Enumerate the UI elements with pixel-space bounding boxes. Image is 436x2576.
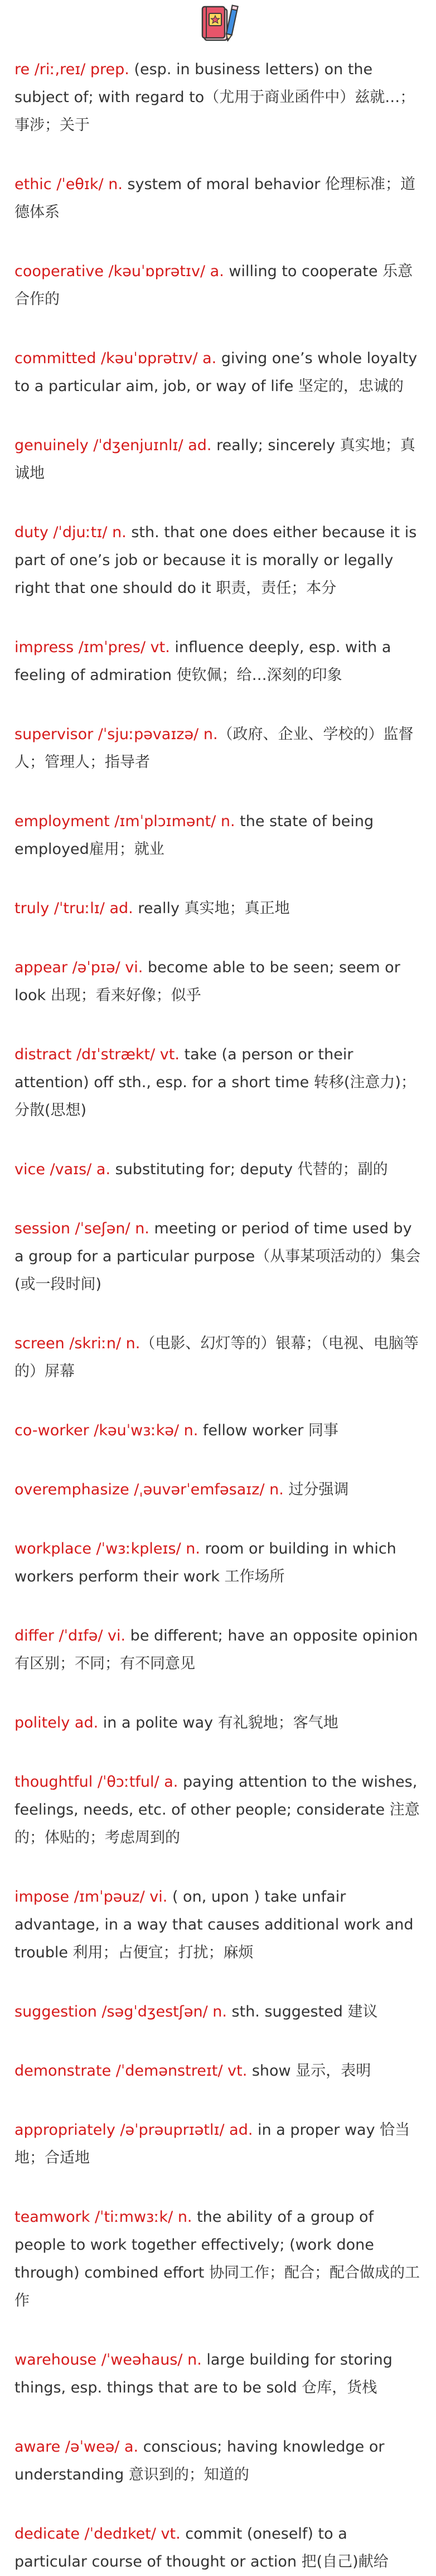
entry-supervisor [14, 721, 422, 776]
headword: committed /kəuˈɒprətɪv/ a. [14, 350, 217, 367]
entry-warehouse [14, 2346, 422, 2402]
definition: giving one’s whole loyalty to a particular aim, job, or way of life 坚定的，忠诚的 [14, 350, 418, 395]
definition: large building for storing things, esp. things that are to be sold 仓库，货栈 [14, 2351, 393, 2396]
entry-employment [14, 808, 422, 864]
definition: in a polite way 有礼貌地；客气地 [98, 1714, 338, 1731]
entry-dedicate [14, 2520, 422, 2576]
headword: impress /ɪmˈpres/ vt. [14, 639, 170, 656]
entry-impose [14, 1883, 422, 1967]
definition: commit (oneself) to a particular course of thought or action 把(自己)献给 [14, 2525, 389, 2570]
headword: cooperative /kəuˈɒprətɪv/ a. [14, 263, 224, 280]
book-pencil-icon [197, 1, 239, 46]
definition: （政府、企业、学校的）监督人；管理人；指导者 [14, 726, 414, 771]
definition: （电影、幻灯等的）银幕；（电视、电脑等的）屏幕 [14, 1335, 419, 1380]
entry-aware [14, 2433, 422, 2489]
entry-differ [14, 1622, 422, 1678]
definition: conscious; having knowledge or understanding 意识到的；知道的 [14, 2438, 385, 2483]
entry-vice [14, 1156, 422, 1184]
definition: room or building in which workers perform their work 工作场所 [14, 1540, 396, 1585]
definition: meeting or period of time used by a group for a particular purpose（从事某项活动的）集会(或一段时间) [14, 1220, 421, 1293]
definition: really 真实地；真正地 [133, 900, 290, 917]
entry-suggestion [14, 1998, 422, 2026]
headword: duty /ˈdjuːtɪ/ n. [14, 524, 127, 541]
entry-list [14, 56, 422, 2576]
headword: differ /ˈdɪfə/ vi. [14, 1627, 126, 1644]
entry-politely [14, 1709, 422, 1737]
entry-thoughtful [14, 1768, 422, 1852]
headword: employment /ɪmˈplɔɪmənt/ n. [14, 813, 235, 830]
definition: be different; have an opposite opinion 有区别；不同；有不同意见 [14, 1627, 418, 1672]
entry-screen [14, 1330, 422, 1386]
entry-demonstrate [14, 2057, 422, 2085]
headword: aware /əˈweə/ a. [14, 2438, 139, 2456]
definition: sth. that one does either because it is part of one’s job or because it is morally or legally right that one should do it 职责，责任；本分 [14, 524, 417, 597]
headword: appropriately /əˈprəuprɪətlɪ/ ad. [14, 2121, 253, 2139]
entry-genuinely [14, 432, 422, 488]
entry-cooperative [14, 258, 422, 313]
headword: appear /əˈpɪə/ vi. [14, 959, 143, 976]
headword: impose /ɪmˈpəuz/ vi. [14, 1888, 168, 1906]
definition: take (a person or their attention) off sth., esp. for a short time 转移(注意力)；分散(思想) [14, 1046, 416, 1119]
headword: dedicate /ˈdedɪket/ vt. [14, 2525, 181, 2543]
entry-committed [14, 345, 422, 401]
definition: substituting for; deputy 代替的；副的 [110, 1161, 388, 1178]
entry-co-worker [14, 1417, 422, 1445]
headword: screen /skriːn/ n. [14, 1335, 141, 1352]
definition: in a proper way 恰当地；合适地 [14, 2121, 410, 2167]
headword: co-worker /kəuˈwɜːkə/ n. [14, 1422, 198, 1439]
headword: suggestion /səgˈdʒestʃən/ n. [14, 2003, 227, 2020]
definition: ( on, upon ) take unfair advantage, in a way that causes additional work and trouble 利用；占便宜；打扰；麻烦 [14, 1888, 414, 1961]
headword: truly /ˈtruːlɪ/ ad. [14, 900, 133, 917]
definition: (esp. in business letters) on the subject of; with regard to（尤用于商业函件中）兹就…；事涉；关于 [14, 61, 415, 134]
headword: demonstrate /ˈdemənstreɪt/ vt. [14, 2062, 248, 2080]
definition: become able to be seen; seem or look 出现；看来好像；似乎 [14, 959, 400, 1004]
headword: distract /dɪˈstrækt/ vt. [14, 1046, 180, 1063]
definition: really; sincerely 真实地；真诚地 [14, 437, 415, 482]
entry-teamwork [14, 2203, 422, 2315]
definition: the ability of a group of people to work together effectively; (work done through) combined effort 协同工作；配合；配合做成的工作 [14, 2208, 420, 2309]
entry-re [14, 56, 422, 139]
definition: willing to cooperate 乐意合作的 [14, 263, 413, 308]
headword: supervisor /ˈsjuːpəvaɪzə/ n. [14, 726, 218, 743]
headword: re /riː,reɪ/ prep. [14, 61, 129, 78]
definition: paying attention to the wishes, feelings, needs, etc. of other people; considerate 注意的；体贴的；考虑周到的 [14, 1773, 420, 1846]
headword: teamwork /ˈtiːmwɜːk/ n. [14, 2208, 192, 2226]
entry-truly [14, 895, 422, 923]
entry-appropriately [14, 2116, 422, 2172]
headword: overemphasize /ˌəuvərˈemfəsaɪz/ n. [14, 1481, 284, 1498]
headword: politely ad. [14, 1714, 99, 1731]
definition: the state of being employed雇用；就业 [14, 813, 374, 858]
headword: session /ˈseʃən/ n. [14, 1220, 149, 1237]
entry-overemphasize [14, 1476, 422, 1504]
headword: ethic /ˈeθɪk/ n. [14, 176, 123, 193]
entry-workplace [14, 1535, 422, 1591]
headword: vice /vaɪs/ a. [14, 1161, 111, 1178]
headword: warehouse /ˈweəhaus/ n. [14, 2351, 202, 2368]
entry-appear [14, 954, 422, 1010]
entry-duty [14, 519, 422, 602]
definition: 过分强调 [283, 1481, 349, 1498]
entry-distract [14, 1041, 422, 1125]
definition: influence deeply, esp. with a feeling of admiration 使钦佩；给…深刻的印象 [14, 639, 391, 684]
vocabulary-page [0, 1, 436, 2570]
definition: show 显示，表明 [247, 2062, 371, 2080]
definition: system of moral behavior 伦理标准；道德体系 [14, 176, 415, 221]
entry-session [14, 1215, 422, 1299]
entry-impress [14, 634, 422, 689]
headword: workplace /ˈwɜːkpleɪs/ n. [14, 1540, 200, 1557]
headword: thoughtful /ˈθɔːtful/ a. [14, 1773, 178, 1791]
definition: sth. suggested 建议 [226, 2003, 378, 2020]
definition: fellow worker 同事 [198, 1422, 338, 1439]
entry-ethic [14, 171, 422, 226]
headword: genuinely /ˈdʒenjuɪnlɪ/ ad. [14, 437, 212, 454]
